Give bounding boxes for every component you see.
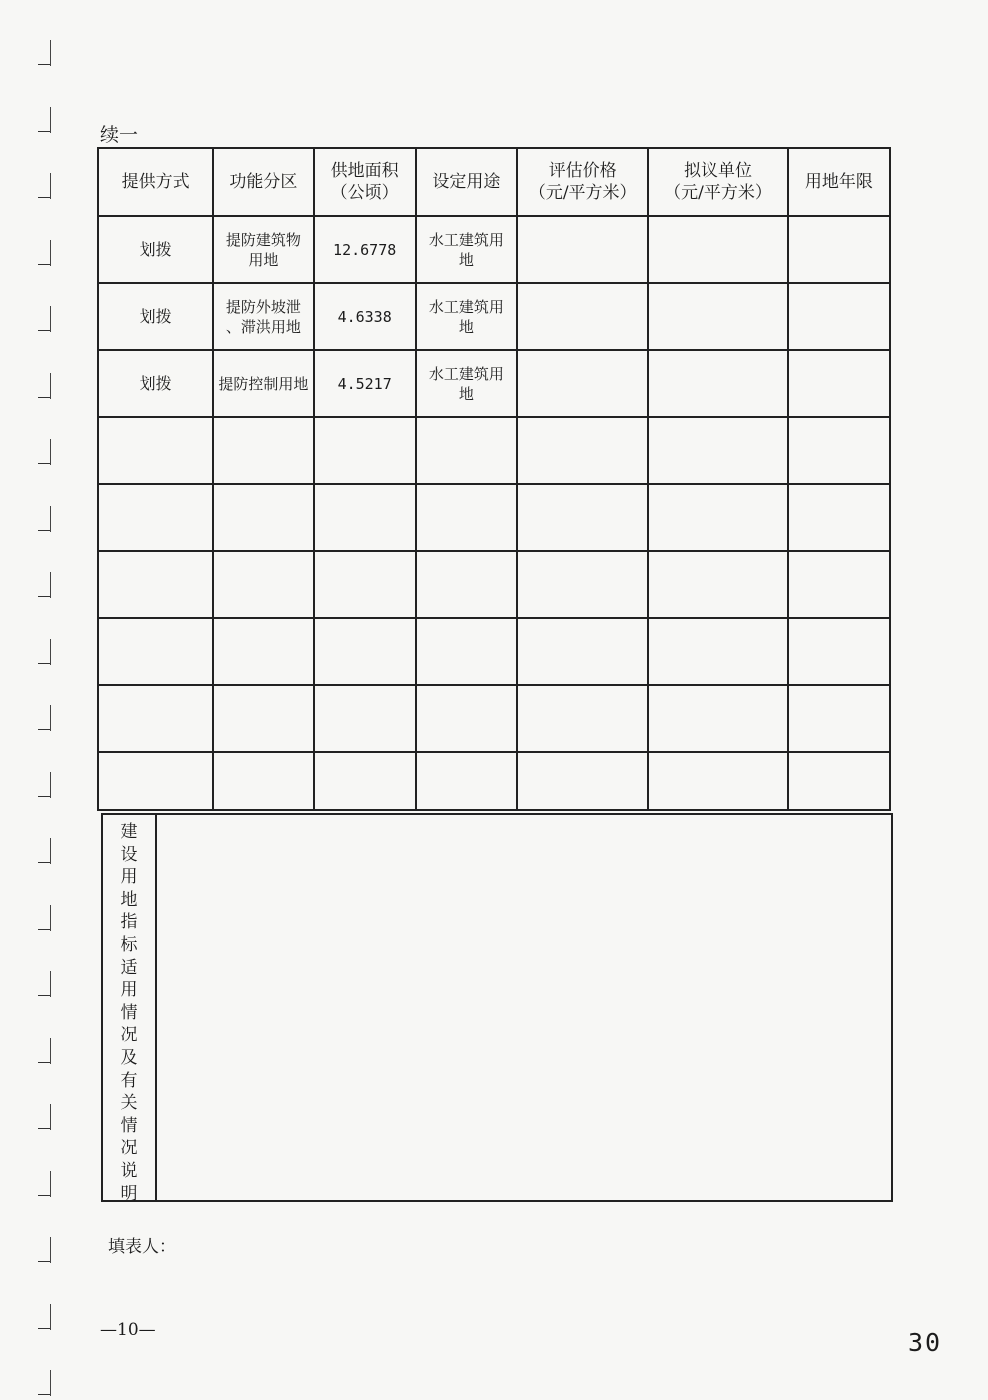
column-header: 评估价格 （元/平方米）	[517, 148, 648, 216]
binding-tick	[38, 197, 50, 198]
notes-label-char: 说	[120, 1160, 138, 1181]
table-cell: 提防控制用地	[213, 350, 313, 417]
notes-label-char: 用	[120, 867, 138, 888]
table-cell-empty	[416, 685, 517, 752]
table-cell-empty	[314, 752, 416, 810]
table-row-empty	[98, 417, 890, 484]
table-cell-empty	[314, 484, 416, 551]
continuation-label: 续一	[100, 124, 139, 146]
table-cell-empty	[98, 551, 213, 618]
binding-line	[50, 1370, 51, 1396]
table-cell: 划拨	[98, 283, 213, 350]
binding-line	[50, 639, 51, 665]
notes-label-char: 况	[120, 1138, 138, 1159]
binding-tick	[38, 729, 50, 730]
table-cell	[648, 283, 787, 350]
table-cell-empty	[517, 685, 648, 752]
table-cell-empty	[314, 417, 416, 484]
table-row	[98, 350, 890, 417]
table-row	[98, 283, 890, 350]
binding-line	[50, 439, 51, 465]
table-cell	[788, 216, 890, 283]
table-cell: 提防外坡泄 、滞洪用地	[213, 283, 313, 350]
notes-label-char: 情	[120, 1115, 138, 1136]
table-cell-empty	[517, 752, 648, 810]
handwritten-page-stamp: 30	[908, 1328, 943, 1357]
binding-line	[50, 1171, 51, 1197]
notes-label-char: 适	[120, 957, 138, 978]
table-cell-empty	[314, 551, 416, 618]
binding-line	[50, 373, 51, 399]
binding-tick	[38, 131, 50, 132]
table-row-empty	[98, 752, 890, 810]
binding-line	[50, 306, 51, 332]
notes-section-body	[157, 815, 891, 1200]
binding-line	[50, 173, 51, 199]
table-cell-empty	[213, 484, 313, 551]
table-cell-empty	[416, 752, 517, 810]
binding-tick	[38, 64, 50, 65]
notes-label-char: 况	[120, 1025, 138, 1046]
table-cell-empty	[213, 752, 313, 810]
table-row-empty	[98, 484, 890, 551]
binding-margin	[30, 0, 54, 1400]
binding-tick	[38, 929, 50, 930]
table-cell-empty	[416, 551, 517, 618]
notes-label-char: 情	[120, 1002, 138, 1023]
binding-line	[50, 1104, 51, 1130]
table-cell-empty	[314, 685, 416, 752]
table-cell-empty	[648, 618, 787, 685]
binding-tick	[38, 796, 50, 797]
binding-line	[50, 1237, 51, 1263]
binding-line	[50, 107, 51, 133]
table-row-empty	[98, 685, 890, 752]
table-cell: 划拨	[98, 216, 213, 283]
binding-line	[50, 572, 51, 598]
table-row-empty	[98, 618, 890, 685]
table-cell-empty	[648, 417, 787, 484]
notes-label-char: 标	[120, 934, 138, 955]
binding-line	[50, 971, 51, 997]
table-cell-empty	[213, 685, 313, 752]
binding-tick	[38, 264, 50, 265]
table-cell-empty	[416, 618, 517, 685]
table-cell-empty	[648, 551, 787, 618]
table-cell-empty	[648, 484, 787, 551]
table-cell-empty	[788, 618, 890, 685]
notes-label-char: 设	[120, 844, 138, 865]
binding-tick	[38, 596, 50, 597]
notes-label-char: 明	[120, 1183, 138, 1204]
table-cell-empty	[213, 417, 313, 484]
notes-label-char: 用	[120, 980, 138, 1001]
table-cell	[517, 216, 648, 283]
binding-line	[50, 506, 51, 532]
table-cell: 水工建筑用 地	[416, 350, 517, 417]
notes-label-char: 关	[120, 1093, 138, 1114]
binding-tick	[38, 330, 50, 331]
binding-tick	[38, 1195, 50, 1196]
binding-line	[50, 240, 51, 266]
binding-line	[50, 1038, 51, 1064]
table-cell-empty	[98, 685, 213, 752]
column-header: 功能分区	[213, 148, 313, 216]
table-cell: 4.6338	[314, 283, 416, 350]
table-cell: 12.6778	[314, 216, 416, 283]
table-cell	[648, 216, 787, 283]
table-cell	[788, 283, 890, 350]
table-cell-empty	[517, 551, 648, 618]
notes-section-label	[103, 815, 157, 1204]
table-cell-empty	[416, 417, 517, 484]
table-cell-empty	[648, 685, 787, 752]
land-supply-table	[97, 147, 891, 811]
column-header: 用地年限	[788, 148, 890, 216]
table-cell-empty	[213, 618, 313, 685]
table-cell-empty	[98, 752, 213, 810]
table-cell: 划拨	[98, 350, 213, 417]
table-cell: 4.5217	[314, 350, 416, 417]
table-row-empty	[98, 551, 890, 618]
binding-line	[50, 40, 51, 66]
column-header: 提供方式	[98, 148, 213, 216]
table-cell-empty	[788, 752, 890, 810]
table-cell	[517, 350, 648, 417]
binding-line	[50, 838, 51, 864]
notes-label-char: 地	[120, 889, 138, 910]
table-cell-empty	[416, 484, 517, 551]
table-cell-empty	[517, 618, 648, 685]
table-cell-empty	[98, 618, 213, 685]
binding-line	[50, 772, 51, 798]
binding-tick	[38, 862, 50, 863]
binding-tick	[38, 397, 50, 398]
notes-label-char: 有	[120, 1070, 138, 1091]
table-cell: 水工建筑用 地	[416, 216, 517, 283]
form-filler-label: 填表人：	[108, 1237, 176, 1257]
binding-tick	[38, 1328, 50, 1329]
table-cell-empty	[98, 417, 213, 484]
table-cell-empty	[788, 484, 890, 551]
table-cell-empty	[314, 618, 416, 685]
table-cell	[788, 350, 890, 417]
notes-section	[101, 813, 893, 1202]
binding-tick	[38, 463, 50, 464]
column-header: 设定用途	[416, 148, 517, 216]
binding-tick	[38, 663, 50, 664]
table-cell-empty	[788, 551, 890, 618]
table-header-row	[98, 148, 890, 216]
table-cell-empty	[517, 417, 648, 484]
binding-line	[50, 905, 51, 931]
table-cell: 提防建筑物 用地	[213, 216, 313, 283]
table-cell-empty	[788, 417, 890, 484]
binding-tick	[38, 1128, 50, 1129]
page-number: —10—	[100, 1320, 156, 1340]
binding-line	[50, 1304, 51, 1330]
table-cell-empty	[98, 484, 213, 551]
table-cell	[648, 350, 787, 417]
table-cell	[517, 283, 648, 350]
table-cell-empty	[788, 685, 890, 752]
binding-tick	[38, 530, 50, 531]
binding-tick	[38, 995, 50, 996]
table-cell: 水工建筑用 地	[416, 283, 517, 350]
notes-label-char: 建	[120, 822, 138, 842]
column-header: 拟议单位 （元/平方米）	[648, 148, 787, 216]
column-header: 供地面积 （公顷）	[314, 148, 416, 216]
notes-label-char: 及	[120, 1047, 138, 1068]
table-cell-empty	[213, 551, 313, 618]
table-cell-empty	[648, 752, 787, 810]
table-cell-empty	[517, 484, 648, 551]
notes-label-char: 指	[120, 912, 138, 933]
binding-tick	[38, 1261, 50, 1262]
binding-tick	[38, 1062, 50, 1063]
binding-tick	[38, 1394, 50, 1395]
binding-line	[50, 705, 51, 731]
table-row	[98, 216, 890, 283]
